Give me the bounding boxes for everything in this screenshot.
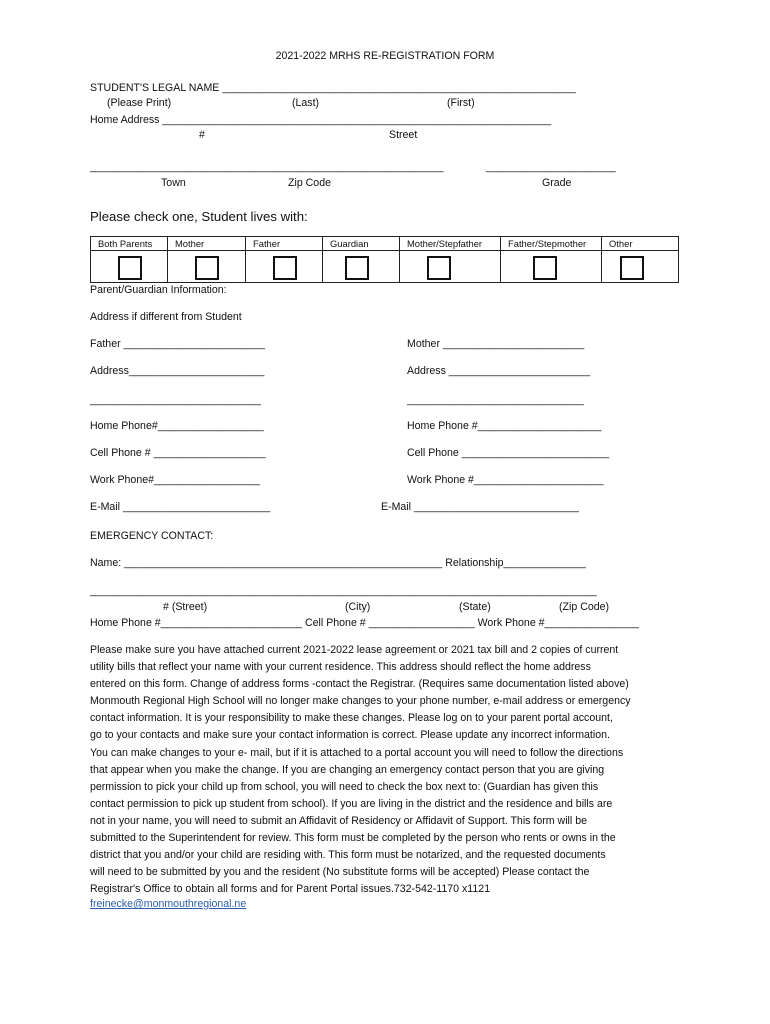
- emergency-address-field[interactable]: ______________________________________________________________________________________: [90, 585, 597, 597]
- mother-stepfather-checkbox[interactable]: [427, 256, 451, 280]
- instruction-line: Please make sure you have attached current 2021-2022 lease agreement or 2021 tax bill and 2 copies of current: [90, 644, 619, 656]
- option-father-stepmother-label: Father/Stepmother: [501, 237, 602, 251]
- student-legal-name-field[interactable]: STUDENT'S LEGAL NAME ____________________________________________________________: [90, 82, 576, 94]
- emergency-phones-field[interactable]: Home Phone #________________________ Cell Phone # __________________ Work Phone #________________: [90, 617, 639, 629]
- emergency-zip-label: (Zip Code): [559, 601, 610, 613]
- mother-work-phone-field[interactable]: Work Phone #______________________: [407, 474, 604, 486]
- father-checkbox[interactable]: [273, 256, 297, 280]
- father-field[interactable]: Father ________________________: [90, 338, 265, 350]
- mother-home-phone-field[interactable]: Home Phone #_____________________: [407, 420, 602, 432]
- street-label: Street: [389, 129, 418, 141]
- option-other-label: Other: [602, 237, 679, 251]
- emergency-contact-heading: EMERGENCY CONTACT:: [90, 530, 214, 542]
- mother-email-field[interactable]: E-Mail ____________________________: [381, 501, 579, 513]
- emergency-name-field[interactable]: Name: ______________________________________________________ Relationship______________: [90, 557, 587, 569]
- emergency-city-label: (City): [345, 601, 371, 613]
- address-if-different-label: Address if different from Student: [90, 311, 242, 323]
- mother-checkbox[interactable]: [195, 256, 219, 280]
- instruction-line: submitted to the Superintendent for review. This form must be completed by the person who rents or owns in the: [90, 832, 616, 845]
- option-both-parents-label: Both Parents: [91, 237, 168, 251]
- town-zip-field[interactable]: ____________________________________________________________: [90, 161, 444, 173]
- father-address-line2[interactable]: _____________________________: [90, 394, 261, 406]
- instruction-line: district that you and/or your child are residing with. This form must be notarized, and the requested documents: [90, 849, 606, 862]
- option-mother-label: Mother: [168, 237, 246, 251]
- house-number-label: #: [199, 129, 205, 141]
- mother-field[interactable]: Mother ________________________: [407, 338, 585, 350]
- instructions-paragraph: [90, 642, 690, 898]
- emergency-state-label: (State): [459, 601, 491, 613]
- option-father-label: Father: [246, 237, 323, 251]
- instruction-line: entered on this form. Change of address forms -contact the Registrar. (Requires same documentation listed above): [90, 678, 629, 691]
- other-checkbox[interactable]: [620, 256, 644, 280]
- mother-address-field[interactable]: Address ________________________: [407, 365, 591, 377]
- grade-label: Grade: [542, 177, 572, 189]
- instruction-line: Monmouth Regional High School will no longer make changes to your phone number, e-mail address or emergency: [90, 695, 631, 708]
- father-work-phone-field[interactable]: Work Phone#__________________: [90, 474, 261, 486]
- option-guardian-label: Guardian: [323, 237, 400, 251]
- instruction-line: go to your contacts and make sure your contact information is correct. Please update any incorrect information.: [90, 729, 610, 742]
- option-mother-stepfather-label: Mother/Stepfather: [400, 237, 501, 251]
- mother-address-line2[interactable]: ______________________________: [407, 394, 584, 406]
- father-home-phone-field[interactable]: Home Phone#__________________: [90, 420, 264, 432]
- instruction-line: that appear when you make the change. If you are changing an emergency contact person that you are giving: [90, 763, 605, 776]
- instruction-line: will need to be submitted by you and the resident (No substitute forms will be accepted) Please contact the: [90, 866, 590, 879]
- registrar-email-link[interactable]: freinecke@monmouthregional.ne: [90, 898, 247, 910]
- guardian-checkbox[interactable]: [345, 256, 369, 280]
- form-title: 2021-2022 MRHS RE-REGISTRATION FORM: [275, 50, 495, 62]
- last-name-label: (Last): [292, 97, 320, 109]
- home-address-field[interactable]: Home Address __________________________________________________________________: [90, 114, 552, 126]
- first-name-label: (First): [447, 97, 475, 109]
- both-parents-checkbox[interactable]: [118, 256, 142, 280]
- grade-field[interactable]: ______________________: [486, 161, 616, 173]
- zip-code-label: Zip Code: [288, 177, 331, 189]
- lives-with-heading: Please check one, Student lives with:: [90, 209, 308, 224]
- town-label: Town: [161, 177, 186, 189]
- instruction-line: not in your name, you will need to submit an Affidavit of Residency or Affidavit of Support. This form will be: [90, 814, 587, 827]
- parent-info-heading: Parent/Guardian Information:: [90, 284, 227, 296]
- instruction-line: contact permission to pick up student from school). If you are living in the district and the residence and bills are: [90, 797, 613, 810]
- instruction-line: contact information. It is your responsibility to make these changes. Please log on to your parent portal account,: [90, 712, 613, 725]
- father-address-field[interactable]: Address_______________________: [90, 365, 265, 377]
- instruction-line: Registrar's Office to obtain all forms and for Parent Portal issues.732-542-1170 x1121: [90, 883, 491, 896]
- father-email-field[interactable]: E-Mail _________________________: [90, 501, 271, 513]
- please-print-label: (Please Print): [107, 97, 172, 109]
- instruction-line: utility bills that reflect your name with your current residence. This address should reflect the home address: [90, 661, 591, 674]
- lives-with-table: [90, 236, 679, 283]
- father-stepmother-checkbox[interactable]: [533, 256, 557, 280]
- mother-cell-phone-field[interactable]: Cell Phone _________________________: [407, 447, 610, 459]
- instruction-line: permission to pick your child up from school, you will need to check the box next to: (Guardian has given this: [90, 780, 599, 793]
- instruction-line: You can make changes to your e- mail, but if it is attached to a portal account you will need to follow the directions: [90, 746, 624, 759]
- emergency-street-label: # (Street): [163, 601, 208, 613]
- father-cell-phone-field[interactable]: Cell Phone # ___________________: [90, 447, 266, 459]
